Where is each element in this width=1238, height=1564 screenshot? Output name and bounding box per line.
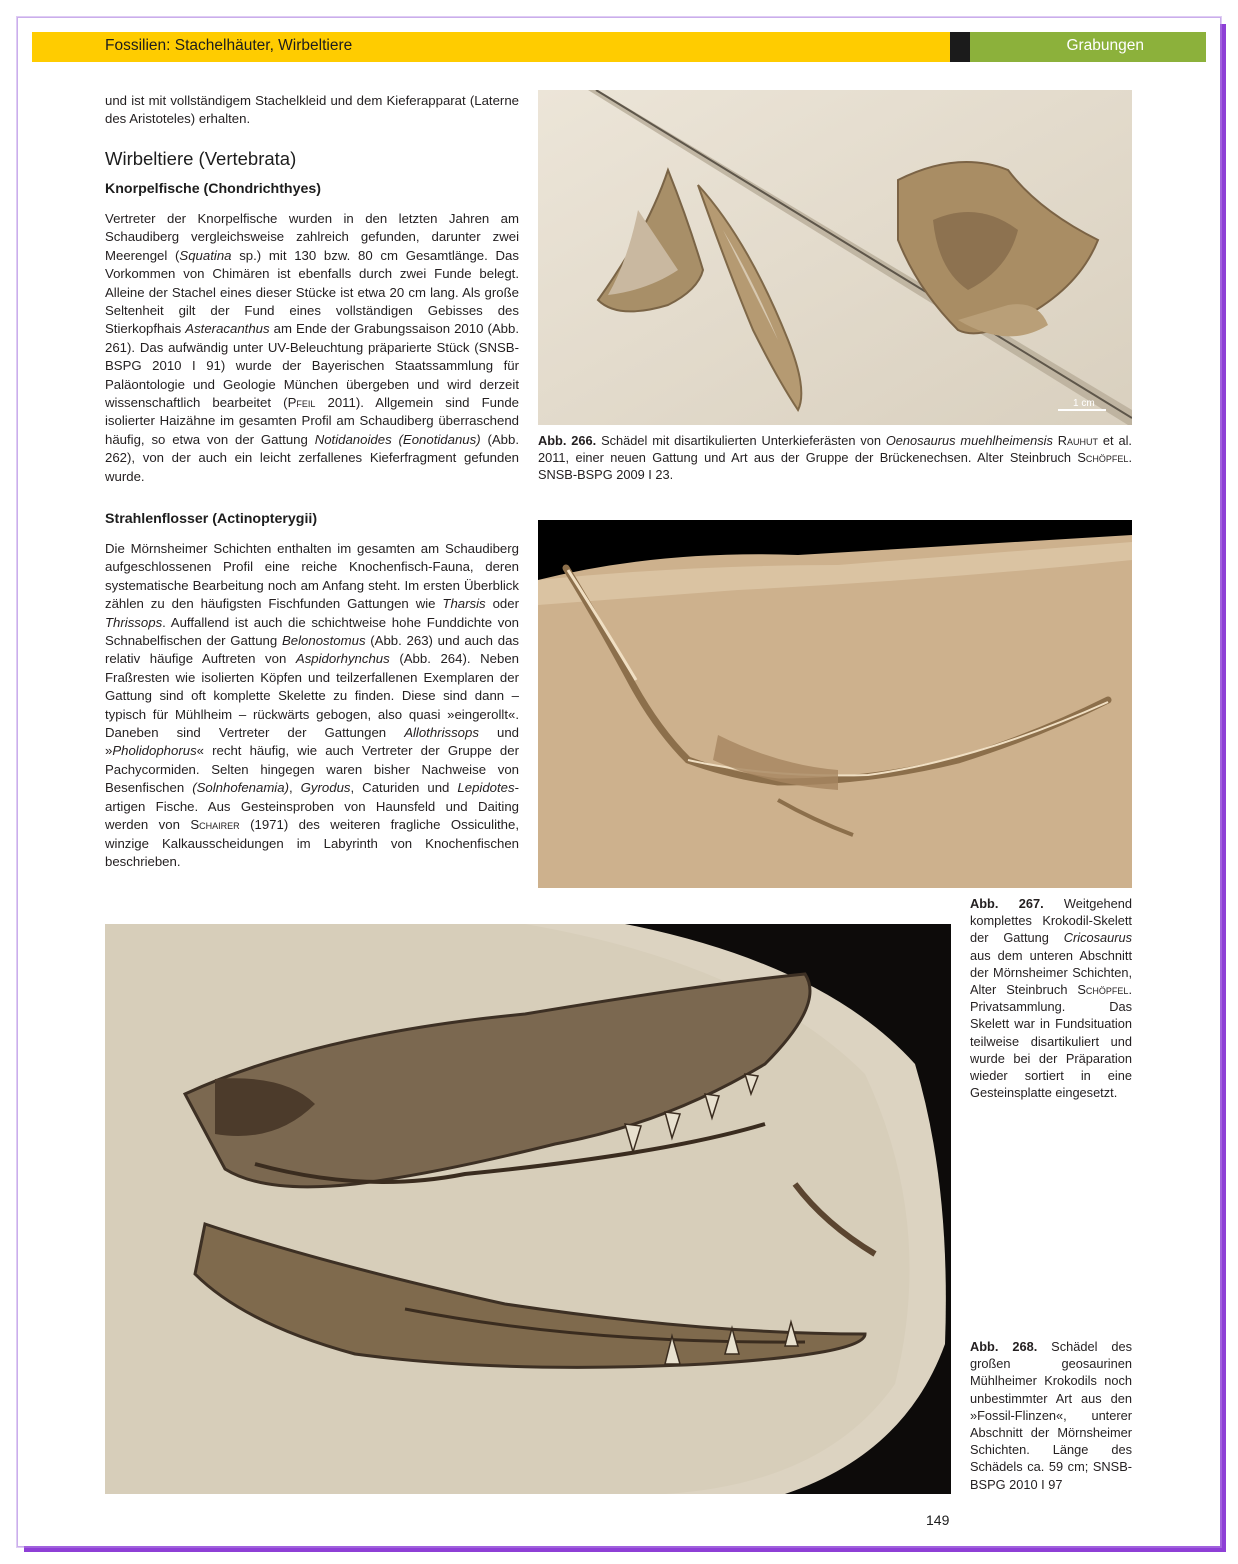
text-run: (1971) des weiteren fragliche Ossiculithe, winzige Kalkausscheidungen im Labyrinth von Knochenfischen beschrieben. — [105, 817, 519, 869]
figure-267-caption — [970, 895, 1132, 1101]
author-name: Rauhut — [1052, 433, 1099, 448]
text-run: (Abb. 262), von der auch ein leicht zerfallenes Kieferfragment gefunden wurde. — [105, 431, 519, 484]
text-run: . Auffallend ist auch die schichtweise hohe Funddichte von Schnabelfischen der Gattung — [105, 614, 519, 649]
intro-text: und ist mit vollständigem Stachelkleid und dem Kieferapparat (Laterne des Aristoteles) erhalten. — [105, 93, 519, 127]
fossil-jaw-illustration — [538, 90, 1132, 425]
author-name: Pfeil — [287, 395, 316, 411]
text-run: Die Mörnsheimer Schichten enthalten im gesamten am Schaudiberg aufgeschlossenen Profil eine reiche Knochenfisch-Fauna, deren systematische Bearbeitung noch am Anfang steht. Im ersten Überblick zählen zu den häufigsten Fischfunden Gattungen wie — [105, 541, 519, 612]
caption-text: . Privatsammlung. Das Skelett war in Fundsituation teilweise disartikuliert und wurde bei der Präparation wieder sortiert in eine Gesteinsplatte eingesetzt. — [970, 982, 1132, 1101]
taxon-name: Notidanoides (Eonotidanus) — [314, 431, 481, 447]
taxon-name: Tharsis — [442, 596, 486, 612]
taxon-name: Pholidophorus — [112, 743, 197, 759]
taxon-name: Oenosaurus muehlheimensis — [885, 433, 1053, 448]
header-yellow-bar — [32, 32, 950, 62]
text-run: 2011). Allgemein sind Funde isolierter Haizähne im gesamten Profil am Schaudiberg überraschend häufig, so etwa von der Gattung — [105, 395, 519, 447]
figure-268-photo — [105, 924, 951, 1494]
intro-paragraph — [105, 92, 519, 129]
section-tab-title: Grabungen — [1066, 37, 1144, 54]
text-run: sp.) mit 130 bzw. 80 cm Gesamtlänge. Das Vorkommen von Chimären ist ebenfalls durch zwei Funde belegt. Alleine der Stachel eines dieser Stücke ist etwa 20 cm lang. Als große Seltenheit gilt der Fund eines vollständigen Gebisses des Stierkopfhais — [105, 247, 519, 337]
figure-268-caption — [970, 1338, 1132, 1493]
taxon-name: Cricosaurus — [1063, 930, 1132, 946]
text-run: , Caturiden und — [350, 780, 458, 796]
caption-text: . SNSB-BSPG 2009 I 23. — [538, 450, 1132, 483]
taxon-name: Belonostomus — [281, 633, 366, 649]
subsection-heading-chondrichthyes: Knorpelfische (Chondrichthyes) — [105, 181, 321, 197]
text-run: und » — [105, 725, 520, 759]
scale-bar-label: 1 cm — [1073, 398, 1095, 409]
taxon-name: Lepidotes — [457, 780, 515, 796]
caption-text: et al. 2011, einer neuen Gattung und Art aus der Gruppe der Brückenechsen. Alter Steinbruch — [538, 433, 1132, 466]
figure-266-caption — [538, 432, 1132, 484]
text-run: -artigen Fische. Aus Gesteinsproben von Haunsfeld und Daiting werden von — [105, 780, 520, 833]
text-run: « recht häufig, wie auch Vertreter der Gruppe der Pachycormiden. Selten hingegen waren bisher Nachweise von Besenfischen — [105, 743, 519, 796]
subsection-heading-actinopterygii: Strahlenflosser (Actinopterygii) — [105, 511, 318, 527]
taxon-name: Squatina — [179, 247, 232, 263]
chapter-title: Fossilien: Stachelhäuter, Wirbeltiere — [105, 37, 353, 54]
figure-267-photo — [538, 520, 1132, 888]
header-divider-block — [950, 32, 970, 62]
running-header — [32, 32, 1206, 62]
text-run: am Ende der Grabungssaison 2010 (Abb. 261). Das aufwändig unter UV-Beleuchtung präparierte Stück (SNSB-BSPG 2010 I 91) wurde der Bayerischen Staatssammlung für Paläontologie und Geologie München übergeben und wird derzeit wissenschaftlich bearbeitet ( — [105, 321, 519, 411]
author-name: Schairer — [190, 817, 240, 833]
text-run: Vertreter der Knorpelfische wurden in den letzten Jahren am Schaudiberg vergleichsweise zahlreich gefunden, darunter zwei Meerengel ( — [105, 211, 519, 263]
taxon-name: Thrissops — [105, 614, 163, 630]
taxon-name: Asteracanthus — [185, 321, 270, 337]
text-run: oder — [485, 596, 519, 612]
text-run: (Abb. 263) und auch das relativ häufige Auftreten von — [105, 633, 519, 667]
taxon-name: Gyrodus — [300, 780, 351, 796]
text-run: (Abb. 264). Neben Fraßresten wie isolierten Köpfen und teilzerfallenen Exemplaren der Gattung sind oft komplette Skelette zu finden. Diese sind dann – typisch für Mühlheim – rückwärts gebogen, also quasi »eingerollt«. Daneben sind Vertreter der Gattungen — [105, 651, 519, 741]
crocodile-skeleton-illustration — [538, 520, 1132, 888]
figure-number: Abb. 266. — [538, 433, 597, 448]
paragraph-chondrichthyes — [105, 210, 519, 486]
caption-text: Weitgehend komplettes Krokodil-Skelett der Gattung — [970, 896, 1132, 946]
figure-266-photo — [538, 90, 1132, 425]
header-green-bar — [970, 32, 1206, 62]
caption-text: Schädel mit disartikulierten Unterkieferästen von — [596, 433, 886, 448]
caption-text: aus dem unteren Abschnitt der Mörnsheimer Schichten, Alter Steinbruch — [970, 947, 1132, 998]
taxon-name: Allothrissops — [404, 725, 479, 741]
page — [18, 18, 1220, 1546]
taxon-name: Aspidorhynchus — [295, 651, 390, 667]
text-run: , — [288, 780, 301, 796]
figure-number: Abb. 268. — [970, 1339, 1038, 1354]
paragraph-actinopterygii — [105, 540, 519, 871]
figure-number: Abb. 267. — [970, 896, 1044, 911]
page-number: 149 — [926, 1512, 950, 1528]
section-heading: Wirbeltiere (Vertebrata) — [105, 148, 297, 169]
quarry-name: Schöpfel — [1077, 450, 1129, 466]
caption-text: Schädel des großen geosaurinen Mühlheimer Krokodils noch unbestimmter Art aus den »Fossil-Flinzen«, unterer Abschnitt der Mörnsheimer Schichten. Länge des Schädels ca. 59 cm; SNSB-BSPG 2010 I 97 — [970, 1339, 1132, 1492]
taxon-name: (Solnhofenamia) — [192, 780, 289, 796]
quarry-name: Schöpfel — [1077, 982, 1129, 998]
crocodile-skull-illustration — [105, 924, 951, 1494]
